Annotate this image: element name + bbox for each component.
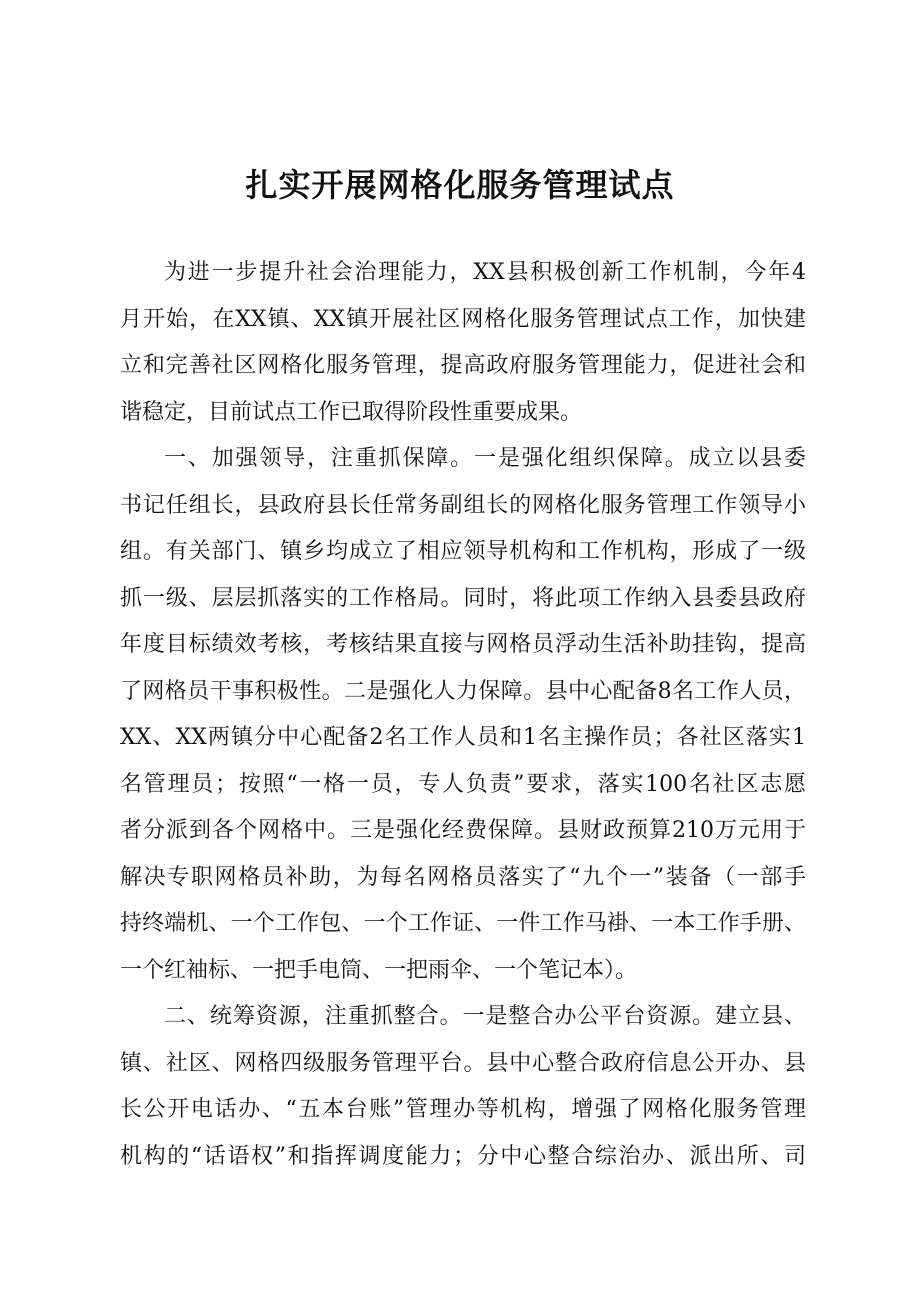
paragraph-2-line-9: 者分派到各个网格中。三是强化经费保障。县财政预算210万元用于 [120, 818, 806, 843]
paragraph-2-line-12: 一个红袖标、一把手电筒、一把雨伞、一个笔记本）。 [120, 957, 638, 983]
paragraph-3-line-1: 二、统筹资源，注重抓整合。一是整合办公平台资源。建立县、 [164, 1004, 806, 1029]
paragraph-3-line-3: 长公开电话办、“五本台账”管理办等机构，增强了网格化服务管理 [120, 1097, 806, 1122]
paragraph-1-line-2: 月开始，在XX镇、XX镇开展社区网格化服务管理试点工作，加快建 [120, 306, 806, 332]
paragraph-2-line-4: 抓一级、层层抓落实的工作格局。同时，将此项工作纳入县委县政府 [120, 585, 806, 611]
paragraph-1-line-3: 立和完善社区网格化服务管理，提高政府服务管理能力，促进社会和 [120, 353, 806, 378]
paragraph-2-line-1: 一、加强领导，注重抓保障。一是强化组织保障。成立以县委 [164, 446, 806, 471]
paragraph-3-line-4: 机构的“话语权”和指挥调度能力；分中心整合综治办、派出所、司 [120, 1143, 806, 1169]
paragraph-1-line-4: 谐稳定，目前试点工作已取得阶段性重要成果。 [120, 399, 583, 425]
paragraph-2-line-10: 解决专职网格员补助，为每名网格员落实了“九个一”装备（一部手 [120, 864, 806, 890]
paragraph-2-line-8: 名管理员；按照“一格一员，专人负责”要求，落实100名社区志愿 [120, 771, 806, 797]
paragraph-2-line-6: 了网格员干事积极性。二是强化人力保障。县中心配备8名工作人员， [120, 678, 806, 704]
paragraph-2-line-7: XX、XX两镇分中心配备2名工作人员和1名主操作员；各社区落实1 [120, 725, 806, 750]
paragraph-2-line-11: 持终端机、一个工作包、一个工作证、一件工作马褂、一本工作手册、 [120, 911, 806, 936]
paragraph-1-line-1: 为进一步提升社会治理能力，XX县积极创新工作机制，今年4 [164, 260, 806, 285]
paragraph-2-line-5: 年度目标绩效考核，考核结果直接与网格员浮动生活补助挂钩，提高 [120, 632, 806, 657]
document-title: 扎实开展网格化服务管理试点 [245, 166, 675, 204]
document-body [120, 250, 806, 1180]
paragraph-3-line-2: 镇、社区、网格四级服务管理平台。县中心整合政府信息公开办、县 [120, 1050, 806, 1076]
paragraph-2-line-3: 组。有关部门、镇乡均成立了相应领导机构和工作机构，形成了一级 [120, 539, 806, 564]
paragraph-2-line-2: 书记任组长，县政府县长任常务副组长的网格化服务管理工作领导小 [120, 492, 806, 518]
